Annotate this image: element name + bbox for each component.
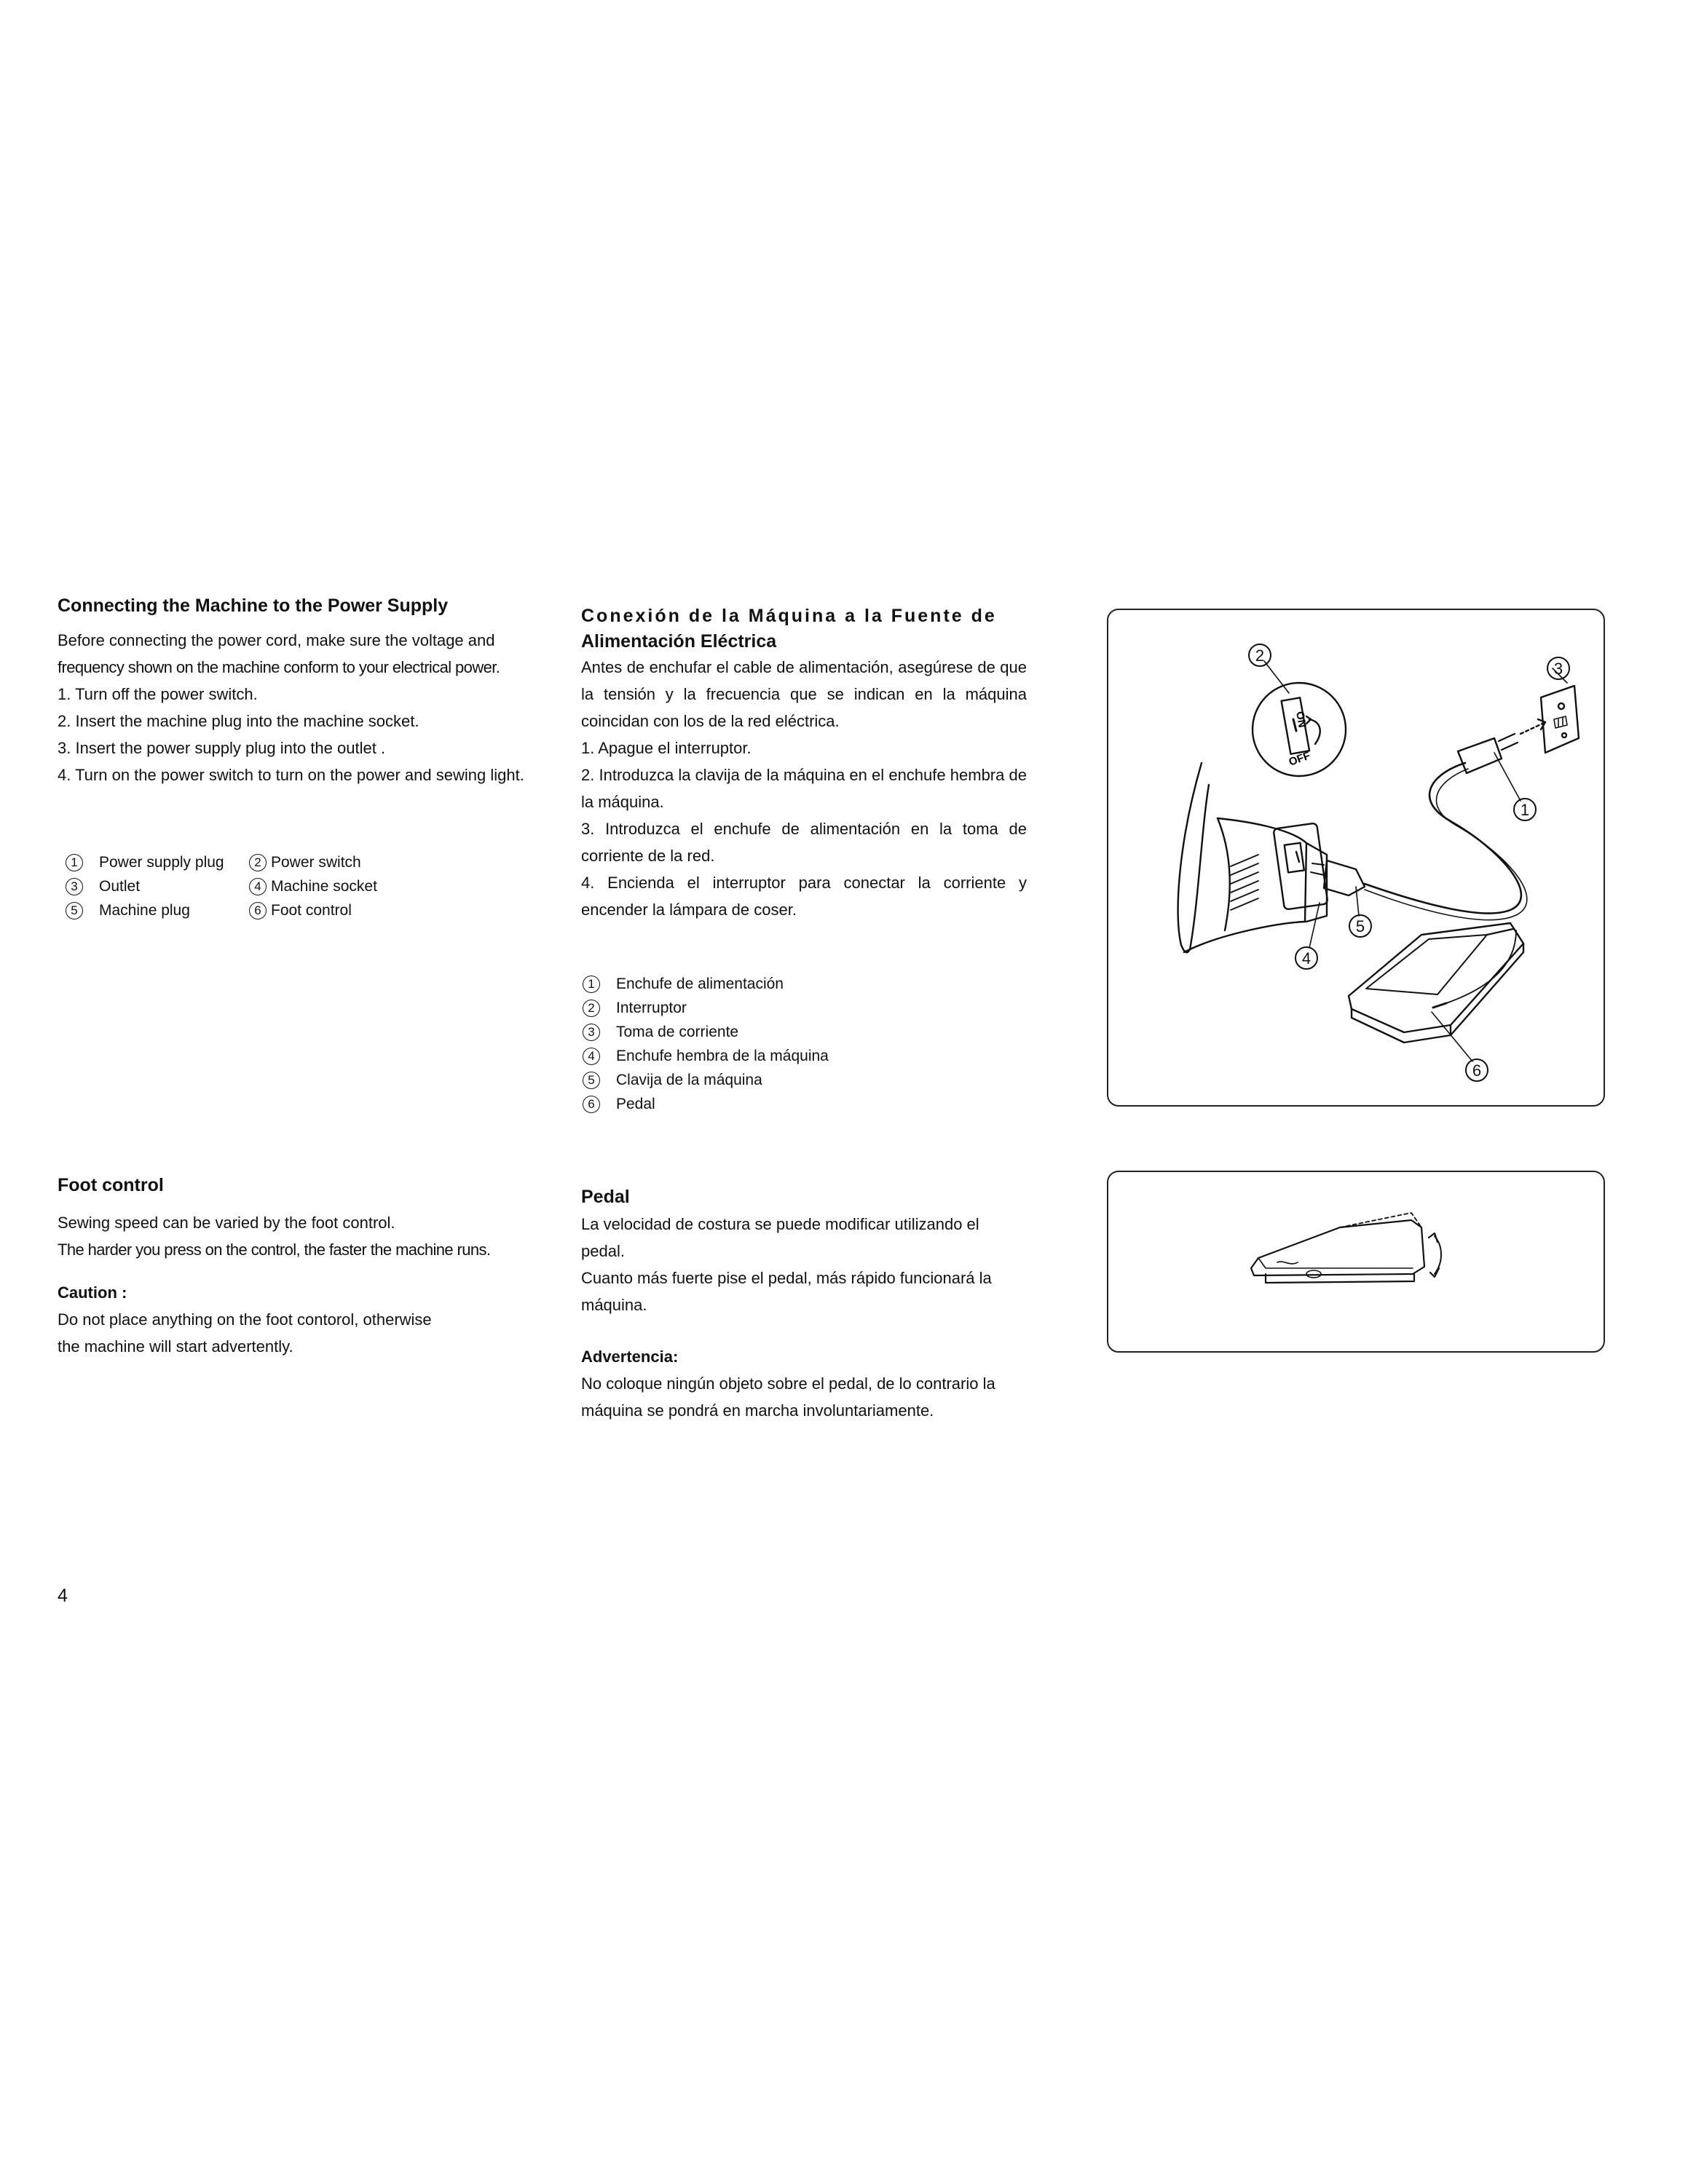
legend-label: Enchufe hembra de la máquina [616,1047,829,1064]
callout-number: 2 [583,1000,600,1017]
svg-text:4: 4 [1301,949,1312,968]
english-caution-line-2: the machine will start advertently. [58,1337,293,1356]
callout-number: 5 [66,902,83,919]
legend-label: Foot control [271,901,352,919]
english-step-3: 3. Insert the power supply plug into the outlet . [58,739,386,757]
legend-item [583,1020,829,1044]
legend-item [249,898,377,922]
power-connection-figure [1107,609,1605,1107]
callout-number: 2 [249,854,267,871]
legend-label: Outlet [99,877,141,895]
spanish-step-3: 3. Introduzca el enchufe de alimentación en la toma de corriente de la red. [581,820,1027,865]
foot-control-figure [1107,1171,1605,1353]
english-power-intro-1: Before connecting the power cord, make sure the voltage and [58,631,495,649]
svg-text:3: 3 [1553,660,1563,678]
spanish-step-4: 4. Encienda el interruptor para conectar la corriente y encender la lámpara de coser. [581,874,1027,919]
callout-number: 4 [249,878,267,895]
svg-text:1: 1 [1520,801,1530,819]
spanish-power-intro: Antes de enchufar el cable de alimentación, asegúrese de que la tensión y la frecuencia que se indican en la máquina coincidan con los de la red eléctrica. [581,658,1027,730]
spanish-power-legend [583,972,829,1116]
legend-item [66,898,249,922]
english-caution-title: Caution : [58,1283,127,1302]
legend-item [66,850,249,874]
legend-label: Interruptor [616,999,687,1016]
spanish-foot-title: Pedal [581,1187,630,1207]
callout-number: 1 [583,976,600,993]
english-step-1: 1. Turn off the power switch. [58,685,258,703]
spanish-power-title-2: Alimentación Eléctrica [581,631,777,652]
legend-item [583,1044,829,1068]
legend-item [583,1068,829,1092]
page-number: 4 [58,1586,68,1606]
english-foot-section [58,1175,545,1360]
callout-number: 6 [583,1096,600,1113]
english-step-4: 4. Turn on the power switch to turn on the power and sewing light. [58,766,524,784]
legend-label: Machine plug [99,901,190,919]
spanish-caution: No coloque ningún objeto sobre el pedal, de lo contrario la máquina se pondrá en marcha involuntariamente. [581,1374,995,1420]
english-power-section [58,596,545,788]
callout-5 [1349,915,1371,937]
english-foot-line-1: Sewing speed can be varied by the foot control. [58,1214,395,1232]
legend-item [583,996,829,1020]
power-connection-illustration [1108,610,1604,1105]
callout-number: 4 [583,1048,600,1065]
english-foot-title: Foot control [58,1175,164,1195]
legend-item [249,850,377,874]
callout-number: 1 [66,854,83,871]
legend-label: Toma de corriente [616,1023,739,1040]
spanish-power-section [581,606,1027,923]
legend-item [249,874,377,898]
callout-3 [1547,657,1569,679]
english-step-2: 2. Insert the machine plug into the machine socket. [58,712,419,730]
callout-6 [1466,1059,1488,1081]
spanish-step-1: 1. Apague el interruptor. [581,739,752,757]
spanish-caution-title: Advertencia: [581,1348,679,1366]
spanish-foot-line-2: Cuanto más fuerte pise el pedal, más rápido funcionará la máquina. [581,1269,992,1314]
switch-on-label: ON [1293,710,1309,729]
callout-2 [1249,644,1271,666]
callout-number: 3 [583,1024,600,1041]
english-caution-line-1: Do not place anything on the foot contorol, otherwise [58,1310,432,1329]
english-power-intro-2: frequency shown on the machine conform to your electrical power. [58,658,500,676]
english-foot-line-2: The harder you press on the control, the faster the machine runs. [58,1241,491,1259]
legend-label: Machine socket [271,877,377,895]
svg-text:6: 6 [1472,1061,1482,1080]
foot-control-side-illustration [1108,1172,1604,1351]
english-power-legend [66,850,377,922]
callout-1 [1514,799,1536,820]
legend-item [583,972,829,996]
legend-label: Power supply plug [99,853,224,871]
legend-item [583,1092,829,1116]
callout-number: 5 [583,1072,600,1089]
switch-off-label: OFF [1287,749,1312,769]
callout-number: 6 [249,902,267,919]
legend-label: Enchufe de alimentación [616,975,784,992]
spanish-power-title-1: Conexión de la Máquina a la Fuente de [581,606,997,626]
svg-text:2: 2 [1255,646,1265,665]
svg-text:5: 5 [1355,917,1365,935]
legend-label: Clavija de la máquina [616,1071,762,1088]
spanish-step-2: 2. Introduzca la clavija de la máquina en el enchufe hembra de la máquina. [581,766,1027,811]
spanish-foot-line-1: La velocidad de costura se puede modificar utilizando el pedal. [581,1215,979,1260]
callout-number: 3 [66,878,83,895]
legend-label: Pedal [616,1095,655,1112]
legend-label: Power switch [271,853,361,871]
english-power-title: Connecting the Machine to the Power Supply [58,596,449,616]
legend-item [66,874,249,898]
callout-4 [1295,947,1317,969]
spanish-foot-section [581,1187,1027,1424]
